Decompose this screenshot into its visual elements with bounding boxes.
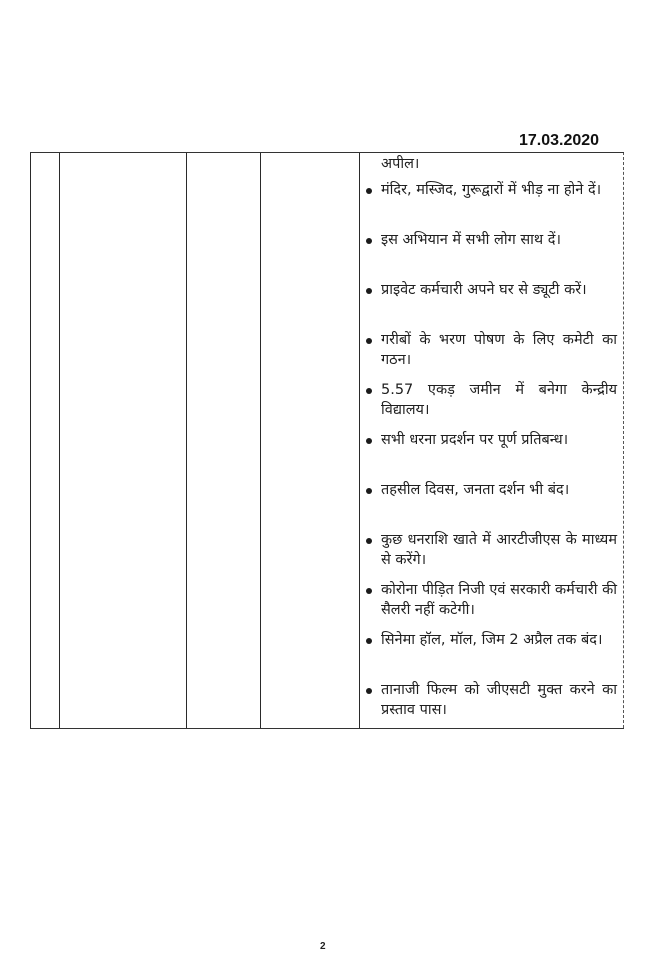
list-item: 5.57 एकड़ जमीन में बनेगा केन्द्रीय विद्यालय। bbox=[363, 380, 617, 430]
list-item: तहसील दिवस, जनता दर्शन भी बंद। bbox=[363, 480, 617, 530]
list-item: तानाजी फिल्म को जीएसटी मुक्त करने का प्रस्ताव पास। bbox=[363, 680, 617, 730]
document-date: 17.03.2020 bbox=[519, 132, 600, 149]
bullet-icon bbox=[366, 538, 372, 544]
bullet-icon bbox=[366, 338, 372, 344]
list-item: सिनेमा हॉल, मॉल, जिम 2 अप्रैल तक बंद। bbox=[363, 630, 617, 680]
list-item: प्राइवेट कर्मचारी अपने घर से ड्यूटी करें। bbox=[363, 280, 617, 330]
list-item: गरीबों के भरण पोषण के लिए कमेटी का गठन। bbox=[363, 330, 617, 380]
column-divider bbox=[359, 152, 360, 728]
table-border-right bbox=[623, 152, 624, 728]
bullet-icon bbox=[366, 288, 372, 294]
bullet-icon bbox=[366, 388, 372, 394]
column-divider bbox=[59, 152, 60, 728]
continued-text: अपील। bbox=[381, 156, 420, 172]
bullet-icon bbox=[366, 638, 372, 644]
bullet-icon bbox=[366, 688, 372, 694]
list-item: कुछ धनराशि खाते में आरटीजीएस के माध्यम से करेंगे। bbox=[363, 530, 617, 580]
bullet-icon bbox=[366, 438, 372, 444]
bullet-icon bbox=[366, 588, 372, 594]
news-table bbox=[30, 152, 624, 728]
list-item: कोरोना पीड़ित निजी एवं सरकारी कर्मचारी की सैलरी नहीं कटेगी। bbox=[363, 580, 617, 630]
bullet-icon bbox=[366, 188, 372, 194]
points-list bbox=[363, 152, 617, 730]
column-divider bbox=[260, 152, 261, 728]
page-number: 2 bbox=[320, 941, 326, 952]
bullet-icon bbox=[366, 488, 372, 494]
bullet-icon bbox=[366, 238, 372, 244]
list-item: मंदिर, मस्जिद, गुरूद्वारों में भीड़ ना होने दें। bbox=[363, 180, 617, 230]
column-divider bbox=[186, 152, 187, 728]
list-item: इस अभियान में सभी लोग साथ दें। bbox=[363, 230, 617, 280]
list-item: सभी धरना प्रदर्शन पर पूर्ण प्रतिबन्ध। bbox=[363, 430, 617, 480]
table-border-left bbox=[30, 152, 31, 728]
